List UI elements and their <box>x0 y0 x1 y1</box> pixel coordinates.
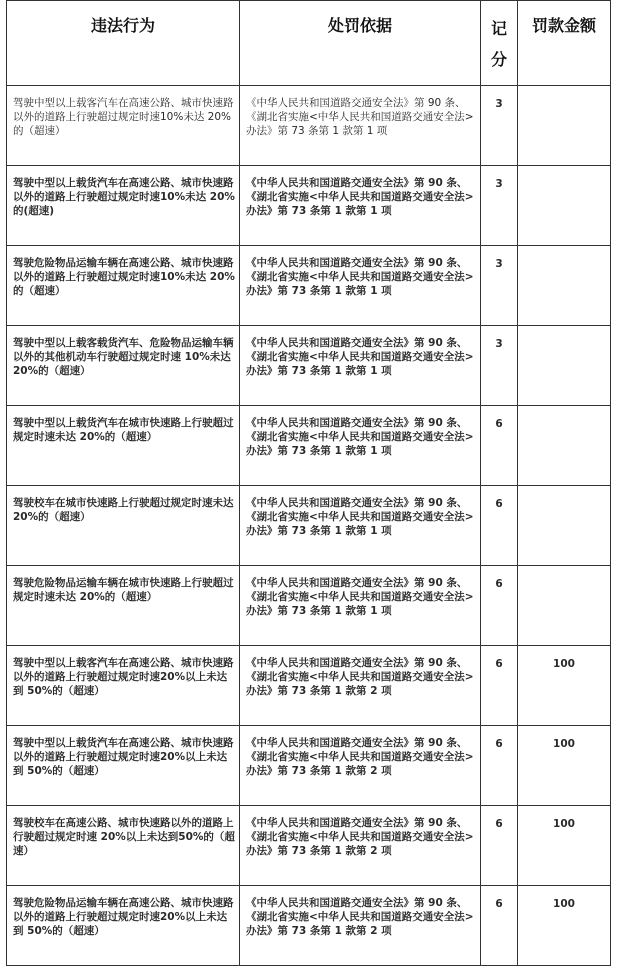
violation-cell: 驾驶中型以上载客汽车在高速公路、城市快速路以外的道路上行驶超过规定时速20%以上未达到 50%的（超速） <box>7 646 240 726</box>
points-cell: 6 <box>481 886 518 966</box>
header-basis-label: 处罚依据 <box>327 16 392 35</box>
table-row <box>7 406 611 486</box>
basis-cell: 《中华人民共和国道路交通安全法》第 90 条、《湖北省实施<中华人民共和国道路交通安全法>办法》第 73 条第 1 款第 1 项 <box>240 486 481 566</box>
basis-cell: 《中华人民共和国道路交通安全法》第 90 条、《湖北省实施<中华人民共和国道路交通安全法>办法》第 73 条第 1 款第 1 项 <box>240 406 481 486</box>
basis-cell: 《中华人民共和国道路交通安全法》第 90 条、《湖北省实施<中华人民共和国道路交通安全法>办法》第 73 条第 1 款第 1 项 <box>240 566 481 646</box>
basis-cell: 《中华人民共和国道路交通安全法》第 90 条、《湖北省实施<中华人民共和国道路交通安全法>办法》第 73 条第 1 款第 1 项 <box>240 166 481 246</box>
fine-cell <box>518 166 611 246</box>
header-violation <box>7 1 240 86</box>
basis-cell: 《中华人民共和国道路交通安全法》第 90 条、《湖北省实施<中华人民共和国道路交通安全法>办法》第 73 条第 1 款第 2 项 <box>240 726 481 806</box>
fine-cell <box>518 246 611 326</box>
fine-cell <box>518 566 611 646</box>
points-cell: 6 <box>481 566 518 646</box>
header-points <box>481 1 518 86</box>
basis-cell: 《中华人民共和国道路交通安全法》第 90 条、《湖北省实施<中华人民共和国道路交通安全法>办法》第 73 条第 1 款第 1 项 <box>240 86 481 166</box>
basis-cell: 《中华人民共和国道路交通安全法》第 90 条、《湖北省实施<中华人民共和国道路交通安全法>办法》第 73 条第 1 款第 1 项 <box>240 246 481 326</box>
violation-cell: 驾驶中型以上载货汽车在城市快速路上行驶超过规定时速未达 20%的（超速） <box>7 406 240 486</box>
table-header <box>7 1 611 86</box>
fine-cell <box>518 486 611 566</box>
table-row <box>7 166 611 246</box>
table-row <box>7 486 611 566</box>
points-cell: 3 <box>481 86 518 166</box>
table-row <box>7 806 611 886</box>
fine-cell: 100 <box>518 726 611 806</box>
header-points-label: 记分 <box>491 19 508 69</box>
points-cell: 6 <box>481 486 518 566</box>
header-row <box>7 1 611 86</box>
fine-cell <box>518 406 611 486</box>
violation-cell: 驾驶危险物品运输车辆在高速公路、城市快速路以外的道路上行驶超过规定时速10%未达 20%的（超速） <box>7 246 240 326</box>
points-cell: 3 <box>481 326 518 406</box>
fine-cell: 100 <box>518 646 611 726</box>
points-cell: 6 <box>481 726 518 806</box>
table-row <box>7 326 611 406</box>
violation-cell: 驾驶危险物品运输车辆在高速公路、城市快速路以外的道路上行驶超过规定时速20%以上未达到 50%的（超速） <box>7 886 240 966</box>
table-row <box>7 886 611 966</box>
violation-cell: 驾驶中型以上载货汽车在高速公路、城市快速路以外的道路上行驶超过规定时速10%未达 20%的(超速) <box>7 166 240 246</box>
violation-cell: 驾驶危险物品运输车辆在城市快速路上行驶超过规定时速未达 20%的（超速） <box>7 566 240 646</box>
header-fine <box>518 1 611 86</box>
basis-cell: 《中华人民共和国道路交通安全法》第 90 条、《湖北省实施<中华人民共和国道路交通安全法>办法》第 73 条第 1 款第 1 项 <box>240 326 481 406</box>
violations-table <box>6 0 611 966</box>
fine-cell: 100 <box>518 886 611 966</box>
violation-cell: 驾驶中型以上载客汽车在高速公路、城市快速路以外的道路上行驶超过规定时速10%未达 20%的（超速） <box>7 86 240 166</box>
basis-cell: 《中华人民共和国道路交通安全法》第 90 条、《湖北省实施<中华人民共和国道路交通安全法>办法》第 73 条第 1 款第 2 项 <box>240 806 481 886</box>
basis-cell: 《中华人民共和国道路交通安全法》第 90 条、《湖北省实施<中华人民共和国道路交通安全法>办法》第 73 条第 1 款第 2 项 <box>240 886 481 966</box>
violation-cell: 驾驶校车在高速公路、城市快速路以外的道路上行驶超过规定时速 20%以上未达到50%的（超速） <box>7 806 240 886</box>
table-body <box>7 86 611 966</box>
fine-cell <box>518 326 611 406</box>
points-cell: 6 <box>481 406 518 486</box>
table-row <box>7 726 611 806</box>
points-cell: 3 <box>481 246 518 326</box>
fine-cell <box>518 86 611 166</box>
fine-cell: 100 <box>518 806 611 886</box>
points-cell: 6 <box>481 646 518 726</box>
violation-cell: 驾驶中型以上载货汽车在高速公路、城市快速路以外的道路上行驶超过规定时速20%以上未达到 50%的（超速） <box>7 726 240 806</box>
points-cell: 3 <box>481 166 518 246</box>
table-row <box>7 646 611 726</box>
header-violation-label: 违法行为 <box>90 16 155 35</box>
violation-cell: 驾驶校车在城市快速路上行驶超过规定时速未达 20%的（超速） <box>7 486 240 566</box>
basis-cell: 《中华人民共和国道路交通安全法》第 90 条、《湖北省实施<中华人民共和国道路交通安全法>办法》第 73 条第 1 款第 2 项 <box>240 646 481 726</box>
header-fine-label: 罚款金额 <box>531 16 596 35</box>
table-row <box>7 246 611 326</box>
table-row <box>7 566 611 646</box>
table-row <box>7 86 611 166</box>
violation-cell: 驾驶中型以上载客载货汽车、危险物品运输车辆以外的其他机动车行驶超过规定时速 10%未达 20%的（超速） <box>7 326 240 406</box>
points-cell: 6 <box>481 806 518 886</box>
header-basis <box>240 1 481 86</box>
